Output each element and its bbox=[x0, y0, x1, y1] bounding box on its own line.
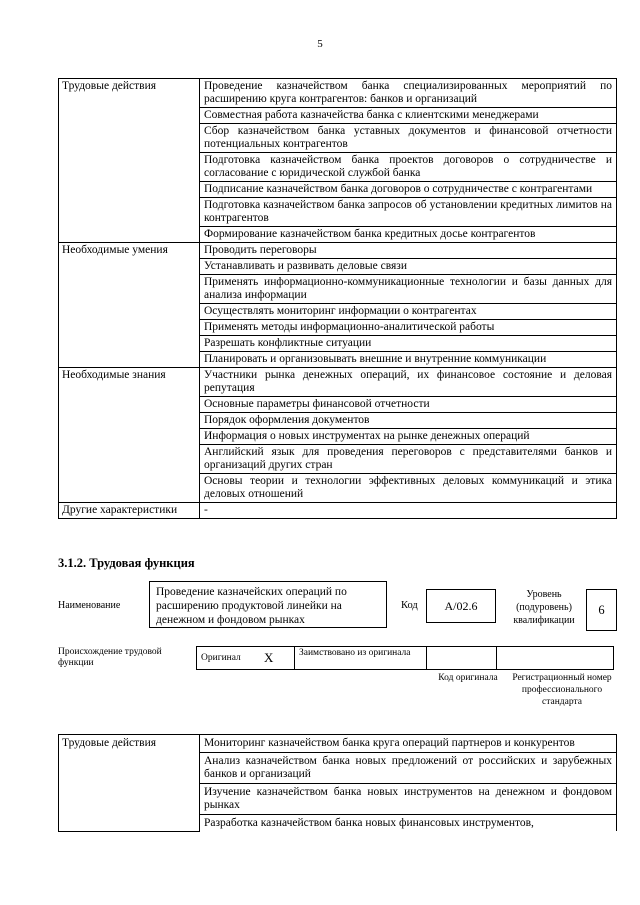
table-cell: Разработка казначейством банка новых финансовых инструментов, bbox=[200, 814, 617, 831]
labor-actions-table-2 bbox=[58, 734, 617, 832]
level-label: Уровень (подуровень) квалификации bbox=[513, 589, 575, 626]
table-cell: Основы теории и технологии эффективных деловых коммуникаций и этика деловых отношений bbox=[200, 474, 617, 503]
table-cell: Совместная работа казначейства банка с клиентскими менеджерами bbox=[200, 108, 617, 124]
table-row bbox=[59, 79, 617, 108]
code-label: Код bbox=[401, 600, 418, 611]
table-row bbox=[59, 368, 617, 397]
table-cell: Проводить переговоры bbox=[200, 243, 617, 259]
row-group-label: Другие характеристики bbox=[59, 503, 200, 519]
table-row bbox=[59, 735, 617, 753]
table-cell: Формирование казначейством банка кредитных досье контрагентов bbox=[200, 227, 617, 243]
table-cell: Порядок оформления документов bbox=[200, 413, 617, 429]
table-cell: Подписание казначейством банка договоров о сотрудничестве с контрагентами bbox=[200, 182, 617, 198]
page-number: 5 bbox=[317, 38, 323, 50]
borrowed-label: Заимствовано из оригинала bbox=[295, 647, 427, 670]
table-cell: Устанавливать и развивать деловые связи bbox=[200, 259, 617, 275]
table-cell: Сбор казначейством банка уставных документов и финансовой отчетности потенциальных контрагентов bbox=[200, 124, 617, 153]
table-cell: Английский язык для проведения переговоров с представителями банков и организаций других стран bbox=[200, 445, 617, 474]
table-cell: Изучение казначейством банка новых инструментов на денежном и фондовом рынках bbox=[200, 783, 617, 814]
table-cell: Осуществлять мониторинг информации о контрагентах bbox=[200, 304, 617, 320]
code-original-cell bbox=[427, 647, 497, 670]
table-row bbox=[59, 243, 617, 259]
table-row bbox=[59, 503, 617, 519]
table-cell: - bbox=[200, 503, 617, 519]
table-cell: Подготовка казначейством банка проектов договоров о сотрудничестве и согласование с юридической службой банка bbox=[200, 153, 617, 182]
table-cell: Информация о новых инструментах на рынке денежных операций bbox=[200, 429, 617, 445]
row-group-label: Трудовые действия bbox=[59, 79, 200, 243]
table-cell: Планировать и организовывать внешние и внутренние коммуникации bbox=[200, 352, 617, 368]
origin-table bbox=[196, 646, 614, 670]
labor-function-table bbox=[58, 78, 617, 519]
table-cell: Применять информационно-коммуникационные технологии и базы данных для анализа информации bbox=[200, 275, 617, 304]
level-box: 6 bbox=[586, 589, 617, 631]
table-cell: Анализ казначейством банка новых предложений от российских и зарубежных банков и организаций bbox=[200, 752, 617, 783]
row-group-label: Трудовые действия bbox=[59, 735, 200, 832]
table-cell: Применять методы информационно-аналитической работы bbox=[200, 320, 617, 336]
code-box: A/02.6 bbox=[426, 589, 496, 623]
table-cell: Подготовка казначейством банка запросов об установлении кредитных лимитов на контрагентов bbox=[200, 198, 617, 227]
table-cell: Участники рынка денежных операций, их финансовое состояние и деловая репутация bbox=[200, 368, 617, 397]
original-label: Оригинал bbox=[197, 647, 261, 670]
row-group-label: Необходимые знания bbox=[59, 368, 200, 503]
section-title: 3.1.2. Трудовая функция bbox=[58, 556, 195, 570]
origin-label: Происхождение трудовой функции bbox=[58, 647, 162, 668]
reg-number-cell bbox=[497, 647, 614, 670]
code-original-label: Код оригинала bbox=[438, 673, 498, 683]
original-mark: X bbox=[260, 647, 295, 670]
table-cell: Основные параметры финансовой отчетности bbox=[200, 397, 617, 413]
function-name-box: Проведение казначейских операций по расширению продуктовой линейки на денежном и фондовом рынках bbox=[149, 581, 387, 628]
reg-number-label: Регистрационный номер профессионального стандарта bbox=[512, 673, 612, 707]
table-cell: Мониторинг казначейством банка круга операций партнеров и конкурентов bbox=[200, 735, 617, 753]
row-group-label: Необходимые умения bbox=[59, 243, 200, 368]
table-cell: Проведение казначейством банка специализированных мероприятий по расширению круга контрагентов: банков и организаций bbox=[200, 79, 617, 108]
table-cell: Разрешать конфликтные ситуации bbox=[200, 336, 617, 352]
name-label: Наименование bbox=[58, 600, 121, 611]
